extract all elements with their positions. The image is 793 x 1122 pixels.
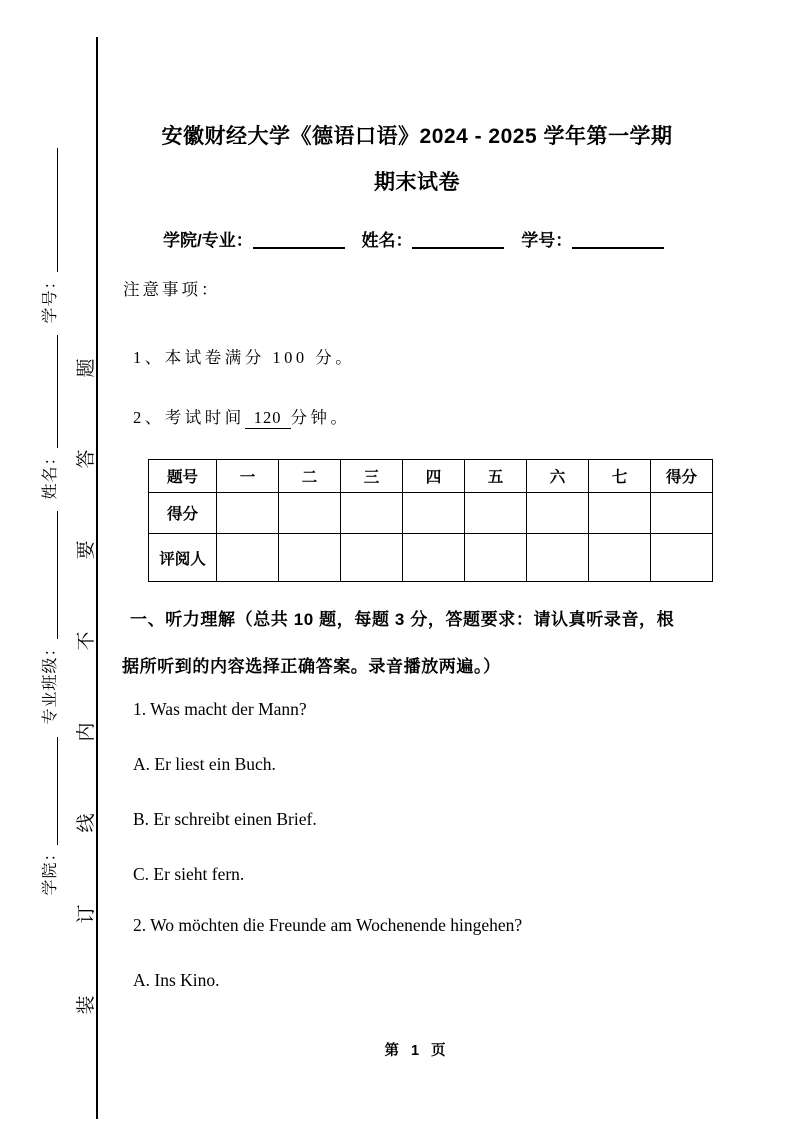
binding-student-id-label: 学号： — [42, 272, 59, 324]
question-1-option-a: A. Er liest ein Buch. — [133, 754, 276, 774]
score-table-grader-row — [149, 534, 713, 582]
score-table-col-header: 七 — [589, 460, 651, 493]
binding-major-class-blank — [42, 512, 58, 640]
name-blank — [412, 232, 504, 249]
binding-student-info — [37, 132, 59, 912]
name-label: 姓名： — [361, 231, 413, 250]
grader-row-label: 评阅人 — [149, 534, 217, 582]
score-table-col-header: 五 — [465, 460, 527, 493]
college-major-blank — [253, 232, 345, 249]
student-id-blank — [572, 232, 664, 249]
question-1: 1. Was macht der Mann? — [133, 699, 307, 719]
binding-name-blank — [42, 335, 58, 448]
seal-char: 答 — [76, 449, 97, 469]
grader-cell — [651, 534, 713, 582]
student-id-label: 学号： — [521, 231, 573, 250]
binding-college-blank — [42, 737, 58, 845]
grader-cell — [217, 534, 279, 582]
score-cell — [403, 493, 465, 534]
score-table-col-header: 六 — [527, 460, 589, 493]
score-table-col-header: 一 — [217, 460, 279, 493]
section1-heading-line2: 据所听到的内容选择正确答案。录音播放两遍。） — [122, 657, 501, 676]
grader-cell — [279, 534, 341, 582]
notice-item-2-prefix: 2、考试时间 — [133, 408, 245, 427]
notices-heading: 注意事项： — [123, 280, 221, 299]
grader-cell — [465, 534, 527, 582]
score-cell — [217, 493, 279, 534]
exam-title-line1: 安徽财经大学《德语口语》2024 - 2025 学年第一学期 — [161, 125, 673, 148]
score-cell — [279, 493, 341, 534]
student-info-row — [163, 226, 713, 251]
exam-page — [121, 0, 713, 1122]
page-number: 第 1 页 — [384, 1043, 450, 1059]
grader-cell — [589, 534, 651, 582]
score-table-col-header: 三 — [341, 460, 403, 493]
score-table-total-header: 得分 — [651, 460, 713, 493]
grader-cell — [527, 534, 589, 582]
score-table-col-header: 四 — [403, 460, 465, 493]
seal-warning-text — [77, 358, 97, 1015]
binding-name-label: 姓名： — [42, 448, 59, 500]
question-1-option-b: B. Er schreibt einen Brief. — [133, 809, 317, 829]
notice-item-2-suffix: 分钟。 — [290, 408, 351, 427]
section1-heading-line1: 一、听力理解（总共 10 题，每题 3 分，答题要求：请认真听录音，根 — [130, 610, 675, 629]
seal-char: 订 — [76, 904, 97, 924]
exam-title-line2: 期末试卷 — [374, 171, 460, 194]
score-table-corner-cell: 题号 — [149, 460, 217, 493]
score-row-label: 得分 — [149, 493, 217, 534]
college-major-label: 学院/专业： — [163, 231, 253, 250]
seal-char: 装 — [76, 995, 97, 1015]
score-table-score-row — [149, 493, 713, 534]
question-2-option-a: A. Ins Kino. — [133, 970, 220, 990]
notice-item-2 — [133, 404, 351, 429]
score-cell — [527, 493, 589, 534]
binding-major-class-label: 专业班级： — [42, 639, 59, 725]
notice-item-1: 1、本试卷满分 100 分。 — [133, 348, 356, 367]
binding-college-label: 学院： — [42, 844, 59, 896]
score-cell — [651, 493, 713, 534]
score-cell — [341, 493, 403, 534]
seal-char: 不 — [76, 631, 97, 651]
grader-cell — [341, 534, 403, 582]
exam-duration-value: 120 — [245, 408, 291, 429]
seal-char: 线 — [76, 813, 97, 833]
seal-char: 题 — [76, 358, 97, 378]
binding-student-id-blank — [42, 148, 58, 272]
score-table — [148, 459, 713, 582]
score-table-col-header: 二 — [279, 460, 341, 493]
question-2: 2. Wo möchten die Freunde am Wochenende hingehen? — [133, 915, 523, 935]
seal-char: 内 — [76, 722, 97, 742]
seal-char: 要 — [76, 540, 97, 560]
question-1-option-c: C. Er sieht fern. — [133, 864, 245, 884]
score-table-header-row — [149, 460, 713, 493]
score-cell — [465, 493, 527, 534]
score-cell — [589, 493, 651, 534]
grader-cell — [403, 534, 465, 582]
